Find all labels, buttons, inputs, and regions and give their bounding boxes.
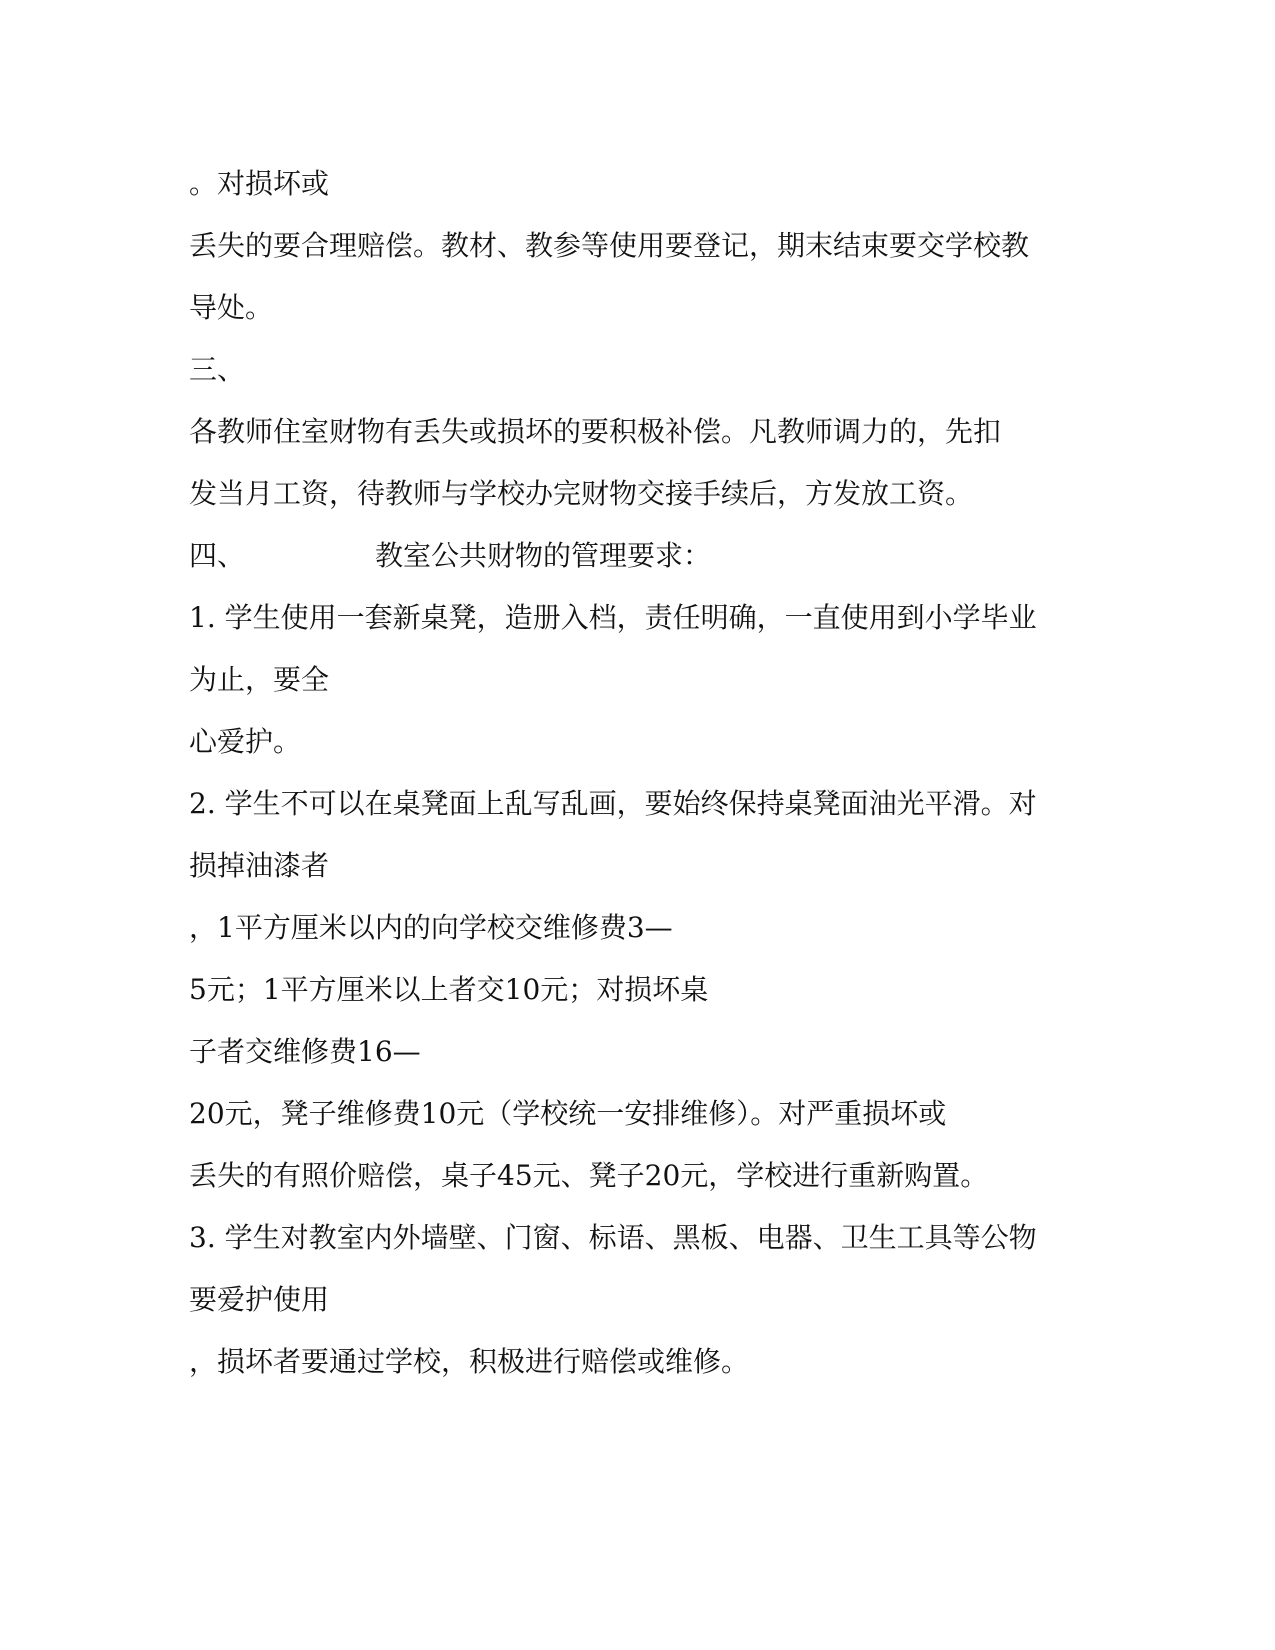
section-number: 四、 [189,539,246,572]
text-line: 为止，要全 [189,663,330,696]
text-line: ，1平方厘米以内的向学校交维修费3— [189,911,673,944]
text-line: 损掉油漆者 [189,849,330,882]
text-line: 2. 学生不可以在桌凳面上乱写乱画，要始终保持桌凳面油光平滑。对 [189,787,1037,820]
text-line: 心爱护。 [189,725,302,758]
section-heading: 三、 [189,353,246,386]
text-line: 20元，凳子维修费10元（学校统一安排维修）。对严重损坏或 [189,1097,947,1130]
text-line: 丢失的有照价赔偿，桌子45元、凳子20元，学校进行重新购置。 [189,1159,989,1192]
text-line: ，损坏者要通过学校，积极进行赔偿或维修。 [189,1345,750,1378]
text-line: 5元；1平方厘米以上者交10元；对损坏桌 [189,973,709,1006]
text-line: 导处。 [189,291,274,324]
text-line: 各教师住室财物有丢失或损坏的要积极补偿。凡教师调力的，先扣 [189,415,1002,448]
section-title: 教室公共财物的管理要求： [375,539,712,572]
text-line: 1. 学生使用一套新桌凳，造册入档，责任明确，一直使用到小学毕业 [189,601,1037,634]
text-line: 子者交维修费16— [189,1035,421,1068]
text-line: 丢失的要合理赔偿。教材、教参等使用要登记，期末结束要交学校教 [189,229,1030,262]
text-line: 发当月工资，待教师与学校办完财物交接手续后，方发放工资。 [189,477,974,510]
section-heading [189,536,711,576]
text-line: 。对损坏或 [189,167,330,200]
text-line: 要爱护使用 [189,1283,330,1316]
text-line: 3. 学生对教室内外墙壁、门窗、标语、黑板、电器、卫生工具等公物 [189,1221,1037,1254]
